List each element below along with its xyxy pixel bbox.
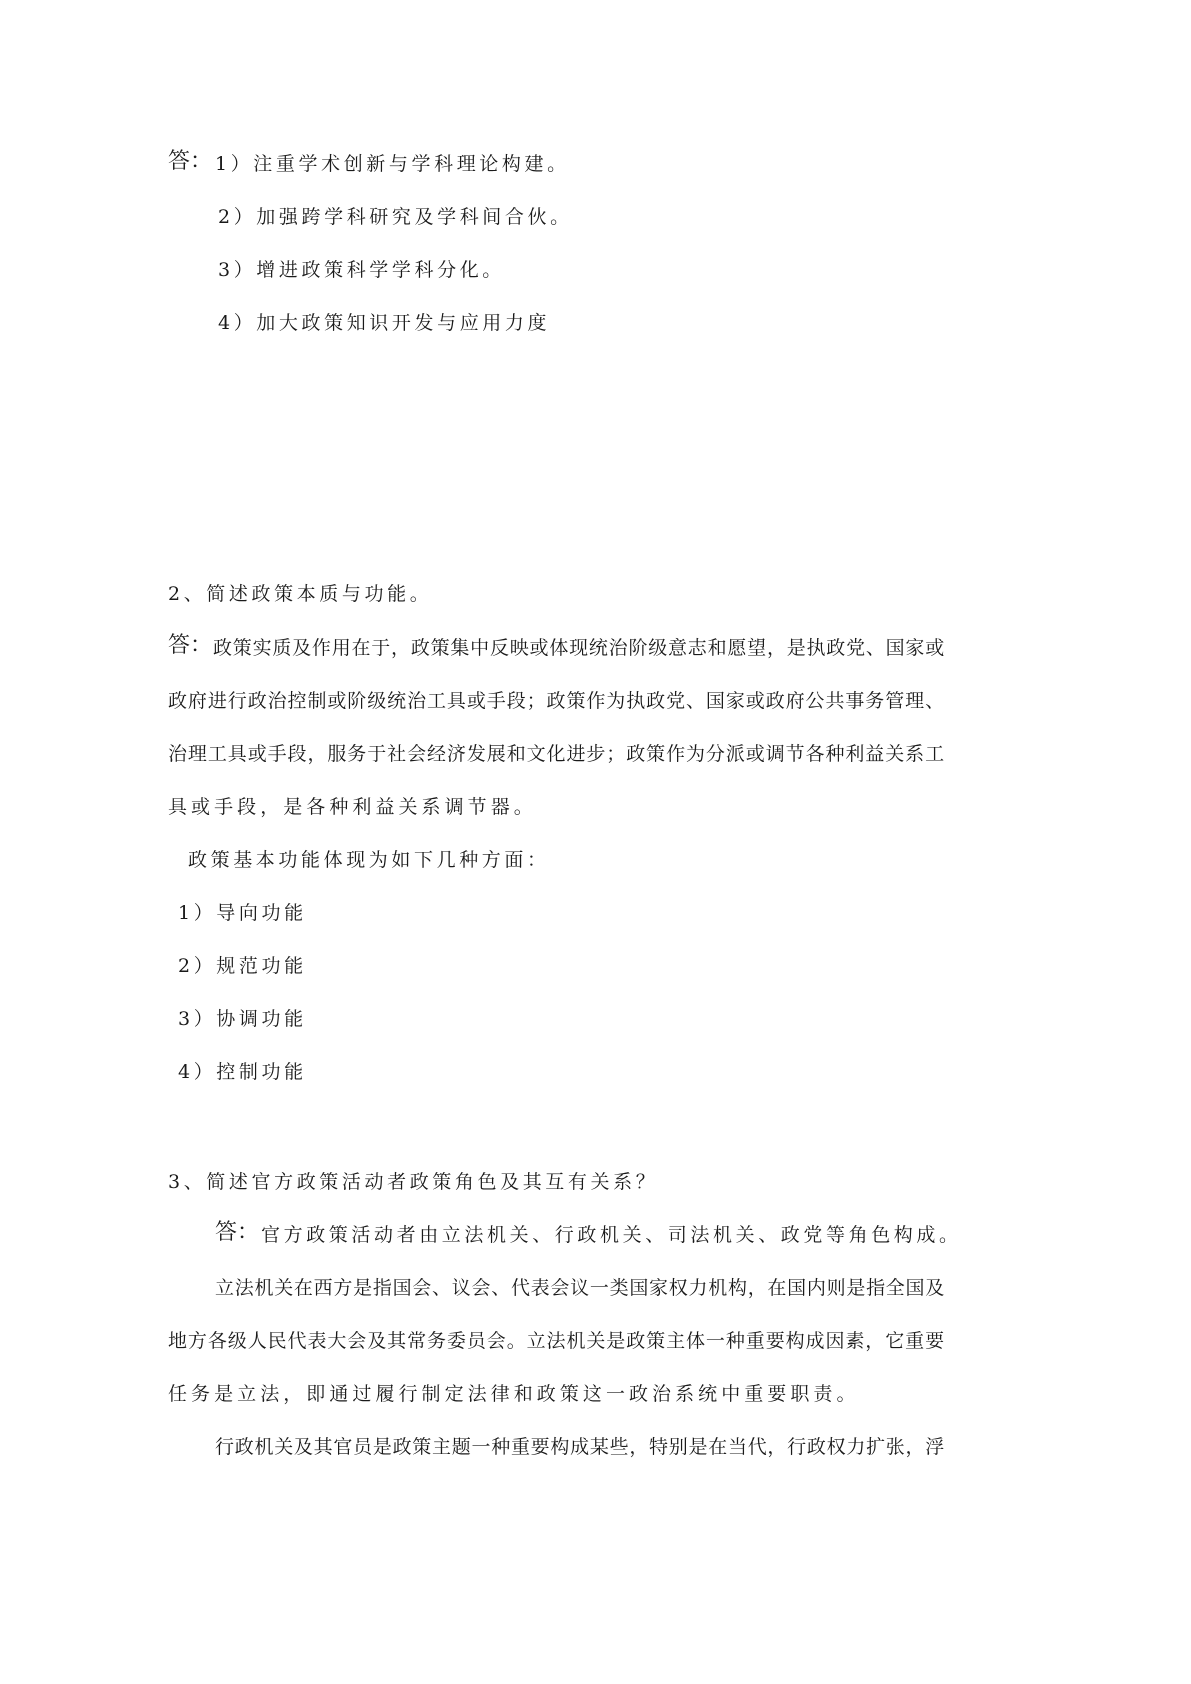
paragraph-line: 行政机关及其官员是政策主题一种重要构成某些，特别是在当代，行政权力扩张，浮 [215, 1436, 945, 1458]
answer-line: 治理工具或手段，服务于社会经济发展和文化进步；政策作为分派或调节各种利益关系工 [168, 743, 945, 765]
paragraph-line: 地方各级人民代表大会及其常务委员会。立法机关是政策主体一种重要构成因素，它重要 [168, 1330, 945, 1352]
answer-line: 官方政策活动者由立法机关、行政机关、司法机关、政党等角色构成。 [261, 1224, 962, 1246]
list-item: 1）注重学术创新与学科理论构建。 [215, 153, 570, 175]
answer-line: 政策实质及作用在于，政策集中反映或体现统治阶级意志和愿望，是执政党、国家或 [213, 637, 945, 659]
list-item: 1）导向功能 [178, 902, 307, 924]
answer-label: 答： [168, 633, 213, 658]
question-heading: 2、简述政策本质与功能。 [168, 583, 433, 605]
list-item: 3）增进政策科学学科分化。 [218, 259, 505, 281]
answer-label: 答： [168, 149, 213, 174]
functions-intro: 政策基本功能体现为如下几种方面： [188, 849, 550, 871]
list-item: 2）规范功能 [178, 955, 307, 977]
list-item: 3）协调功能 [178, 1008, 307, 1030]
paragraph-line: 任务是立法，即通过履行制定法律和政策这一政治系统中重要职责。 [168, 1383, 860, 1405]
answer-label: 答： [215, 1220, 260, 1245]
answer-line: 政府进行政治控制或阶级统治工具或手段；政策作为执政党、国家或政府公共事务管理、 [168, 690, 945, 712]
list-item: 4）控制功能 [178, 1061, 307, 1083]
paragraph-line: 立法机关在西方是指国会、议会、代表会议一类国家权力机构，在国内则是指全国及 [215, 1277, 945, 1299]
list-item: 2）加强跨学科研究及学科间合伙。 [218, 206, 573, 228]
list-item: 4）加大政策知识开发与应用力度 [218, 312, 551, 334]
answer-line: 具或手段，是各种利益关系调节器。 [168, 796, 537, 818]
question-heading: 3、简述官方政策活动者政策角色及其互有关系？ [168, 1171, 659, 1193]
